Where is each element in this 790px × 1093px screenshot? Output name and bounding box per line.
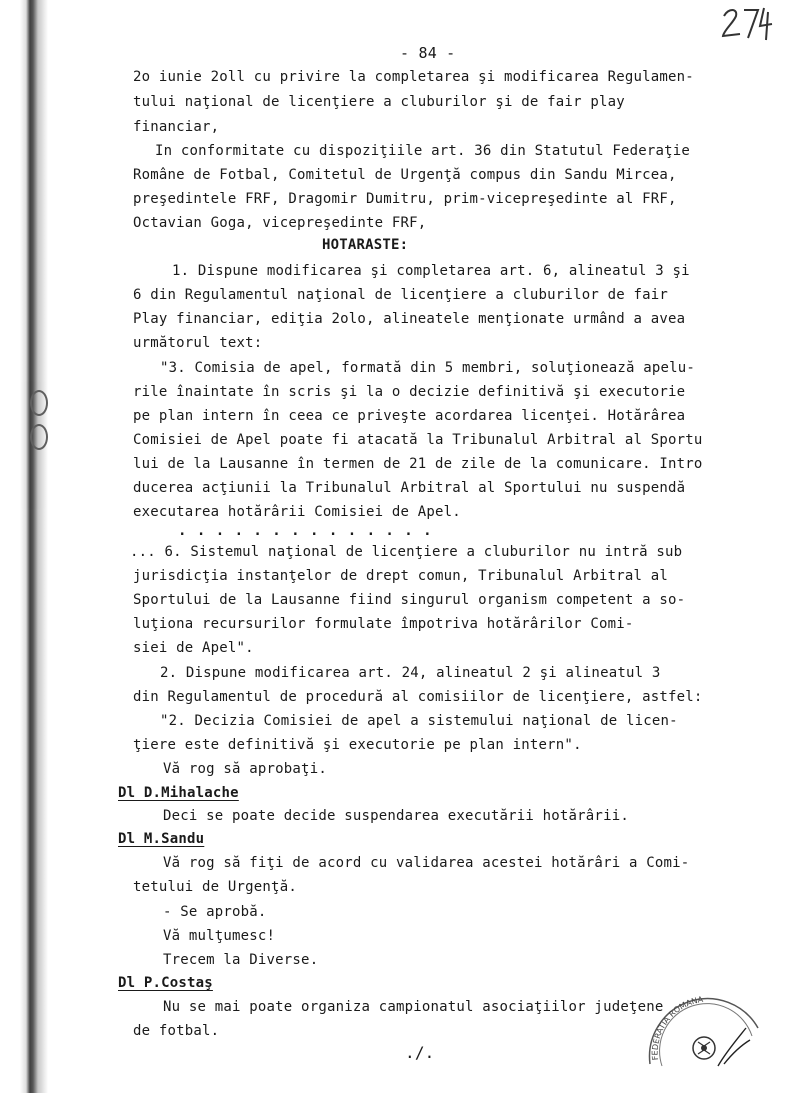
text-line: Nu se mai poate organiza campionatul asociaţiilor judeţene	[163, 999, 664, 1015]
text-line: ţiere este definitivă şi executorie pe plan intern".	[133, 737, 582, 753]
continuation-mark: ./.	[405, 1043, 435, 1062]
text-line: jurisdicţia instanţelor de drept comun, Tribunalul Arbitral al	[133, 568, 668, 584]
ellipsis-separator: . . . . . . . . . . . . . .	[178, 523, 433, 539]
text-line: Comisiei de Apel poate fi atacată la Tribunalul Arbitral al Sportu	[133, 432, 703, 448]
text-line: ... 6. Sistemul naţional de licenţiere a cluburilor nu intră sub	[130, 544, 683, 560]
text-line: ducerea acţiunii la Tribunalul Arbitral al Sportului nu suspendă	[133, 480, 686, 496]
text-line: Octavian Goga, vicepreşedinte FRF,	[133, 215, 427, 231]
svg-text:FEDERATIA ROMANA: FEDERATIA ROMANA	[650, 994, 704, 1061]
text-line: Deci se poate decide suspendarea executării hotărârii.	[163, 808, 629, 824]
text-line: rile înaintate în scris şi la o decizie definitivă şi executorie	[133, 384, 686, 400]
binding-edge	[0, 0, 56, 1093]
text-line: Vă mulţumesc!	[163, 928, 276, 944]
text-line: financiar,	[133, 119, 220, 135]
handwritten-page-number	[718, 2, 776, 42]
decision-heading: HOTARASTE:	[322, 237, 409, 253]
text-line: de fotbal.	[133, 1023, 220, 1039]
text-line: 2. Dispune modificarea art. 24, alineatul 2 şi alineatul 3	[160, 665, 661, 681]
text-line: următorul text:	[133, 335, 263, 351]
text-line: Române de Fotbal, Comitetul de Urgenţă compus din Sandu Mircea,	[133, 167, 677, 183]
text-line: preşedintele FRF, Dragomir Dumitru, prim-vicepreşedinte al FRF,	[133, 191, 677, 207]
binding-ring	[30, 390, 48, 416]
text-line: Sportului de la Lausanne fiind singurul organism competent a so-	[133, 592, 686, 608]
text-line: Trecem la Diverse.	[163, 952, 319, 968]
text-line: pe plan intern în ceea ce priveşte acordarea licenţei. Hotărârea	[133, 408, 686, 424]
federation-stamp	[640, 968, 764, 1072]
page-number: - 84 -	[400, 44, 456, 62]
text-line: luţiona recursurilor formulate împotriva hotărârilor Comi-	[133, 616, 634, 632]
text-line: Play financiar, ediţia 2olo, alineatele menţionate urmând a avea	[133, 311, 686, 327]
text-line: executarea hotărârii Comisiei de Apel.	[133, 504, 461, 520]
speaker-label: Dl D.Mihalache	[118, 785, 239, 801]
text-line: 6 din Regulamentul naţional de licenţiere a cluburilor de fair	[133, 287, 668, 303]
text-line: 1. Dispune modificarea şi completarea art. 6, alineatul 3 şi	[172, 263, 690, 279]
text-line: - Se aprobă.	[163, 904, 267, 920]
speaker-label: Dl P.Costaş	[118, 975, 213, 991]
text-line: Vă rog să aprobaţi.	[163, 761, 327, 777]
text-line: tetului de Urgenţă.	[133, 879, 297, 895]
speaker-label: Dl M.Sandu	[118, 831, 205, 847]
text-line: lui de la Lausanne în termen de 21 de zile de la comunicare. Intro	[133, 456, 703, 472]
text-line: "2. Decizia Comisiei de apel a sistemului naţional de licen-	[160, 713, 678, 729]
text-line: In conformitate cu dispoziţiile art. 36 din Statutul Federaţie	[155, 143, 690, 159]
text-line: tului naţional de licenţiere a cluburilor şi de fair play	[133, 94, 625, 110]
text-line: "3. Comisia de apel, formată din 5 membri, soluţionează apelu-	[160, 360, 695, 376]
binding-ring	[30, 424, 48, 450]
text-line: din Regulamentul de procedură al comisiilor de licenţiere, astfel:	[133, 689, 703, 705]
text-line: 2o iunie 2oll cu privire la completarea şi modificarea Regulamen-	[133, 69, 694, 85]
text-line: Vă rog să fiţi de acord cu validarea acestei hotărâri a Comi-	[163, 855, 690, 871]
text-line: siei de Apel".	[133, 640, 254, 656]
